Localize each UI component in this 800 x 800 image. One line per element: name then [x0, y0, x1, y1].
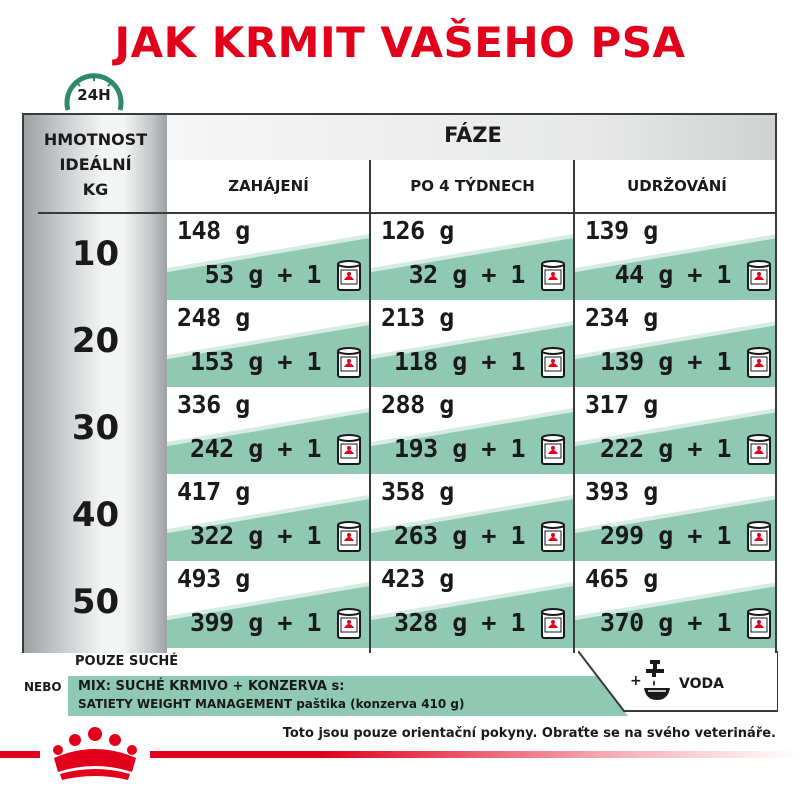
weight-header-line: HMOTNOST [43, 130, 148, 149]
mix-amount: 44 g + 1 [614, 260, 731, 289]
can-icon [747, 434, 771, 466]
disclaimer: Toto jsou pouze orientační pokyny. Obraťte se na svého veterináře. [282, 726, 776, 741]
legend-mix [68, 676, 628, 716]
feeding-table [22, 113, 777, 653]
feeding-cell [167, 214, 369, 300]
mix-amount: 299 g + 1 [600, 521, 731, 550]
can-icon [747, 260, 771, 292]
crown-logo [40, 722, 150, 784]
mix-amount: 153 g + 1 [190, 347, 321, 376]
can-icon [541, 260, 565, 292]
feeding-cell [167, 301, 369, 387]
mix-amount: 263 g + 1 [394, 521, 525, 550]
phase-header: FÁZE [444, 123, 502, 147]
feeding-cell [371, 475, 573, 561]
can-icon [541, 347, 565, 379]
weight-value: 20 [71, 321, 120, 361]
feeding-cell [575, 301, 777, 387]
feeding-cell [575, 475, 777, 561]
can-icon [541, 434, 565, 466]
feeding-cell [167, 388, 369, 474]
dry-amount: 126 g [381, 216, 454, 245]
dry-amount: 393 g [585, 477, 658, 506]
weight-value: 10 [71, 234, 120, 274]
dry-amount: 493 g [177, 564, 250, 593]
feeding-cell [575, 388, 777, 474]
weight-header-line: IDEÁLNÍ [59, 155, 132, 174]
can-icon [541, 608, 565, 640]
mix-amount: 222 g + 1 [600, 434, 731, 463]
can-icon [337, 260, 361, 292]
mix-amount: 399 g + 1 [190, 608, 321, 637]
feeding-cell [167, 475, 369, 561]
can-icon [337, 608, 361, 640]
feeding-cell [167, 562, 369, 648]
feeding-cell [575, 562, 777, 648]
dry-amount: 234 g [585, 303, 658, 332]
dry-amount: 336 g [177, 390, 250, 419]
dry-amount: 358 g [381, 477, 454, 506]
water-plus: + [630, 673, 642, 689]
clock-label: 24H [77, 86, 111, 104]
feeding-cell [371, 562, 573, 648]
can-icon [747, 347, 771, 379]
dry-amount: 248 g [177, 303, 250, 332]
water-label: VODA [679, 676, 724, 692]
dry-amount: 423 g [381, 564, 454, 593]
dry-amount: 465 g [585, 564, 658, 593]
dry-amount: 213 g [381, 303, 454, 332]
column-header-after-4-weeks: PO 4 TÝDNECH [410, 177, 535, 195]
weight-value: 50 [71, 582, 120, 622]
column-header-start: ZAHÁJENÍ [228, 177, 309, 195]
feeding-cell [371, 214, 573, 300]
legend-mix-line2: SATIETY WEIGHT MANAGEMENT paštika (konzerva 410 g) [78, 697, 465, 711]
weight-header-line: KG [82, 180, 109, 199]
mix-amount: 53 g + 1 [204, 260, 321, 289]
can-icon [747, 608, 771, 640]
feeding-cell [371, 388, 573, 474]
can-icon [337, 434, 361, 466]
mix-amount: 322 g + 1 [190, 521, 321, 550]
dry-amount: 417 g [177, 477, 250, 506]
column-header-maintenance: UDRŽOVÁNÍ [627, 177, 727, 195]
water-faucet-bowl-icon [642, 660, 672, 702]
can-icon [747, 521, 771, 553]
can-icon [541, 521, 565, 553]
mix-amount: 193 g + 1 [394, 434, 525, 463]
can-icon [337, 347, 361, 379]
weight-value: 30 [71, 408, 120, 448]
dry-amount: 288 g [381, 390, 454, 419]
water-legend [578, 651, 778, 713]
mix-amount: 118 g + 1 [394, 347, 525, 376]
page-title: JAK KRMIT VAŠEHO PSA [114, 18, 686, 67]
mix-amount: 370 g + 1 [600, 608, 731, 637]
clock-24h-icon [60, 70, 128, 116]
weight-value: 40 [71, 495, 120, 535]
feeding-cell [575, 214, 777, 300]
mix-amount: 139 g + 1 [600, 347, 731, 376]
mix-amount: 32 g + 1 [408, 260, 525, 289]
legend-or: NEBO [24, 680, 62, 694]
dry-amount: 148 g [177, 216, 250, 245]
can-icon [337, 521, 361, 553]
legend-mix-line1: MIX: SUCHÉ KRMIVO + KONZERVA s: [78, 679, 345, 694]
dry-amount: 139 g [585, 216, 658, 245]
legend-dry-only: POUZE SUCHÉ [75, 654, 179, 669]
mix-amount: 328 g + 1 [394, 608, 525, 637]
feeding-cell [371, 301, 573, 387]
dry-amount: 317 g [585, 390, 658, 419]
weight-header [24, 127, 167, 202]
mix-amount: 242 g + 1 [190, 434, 321, 463]
